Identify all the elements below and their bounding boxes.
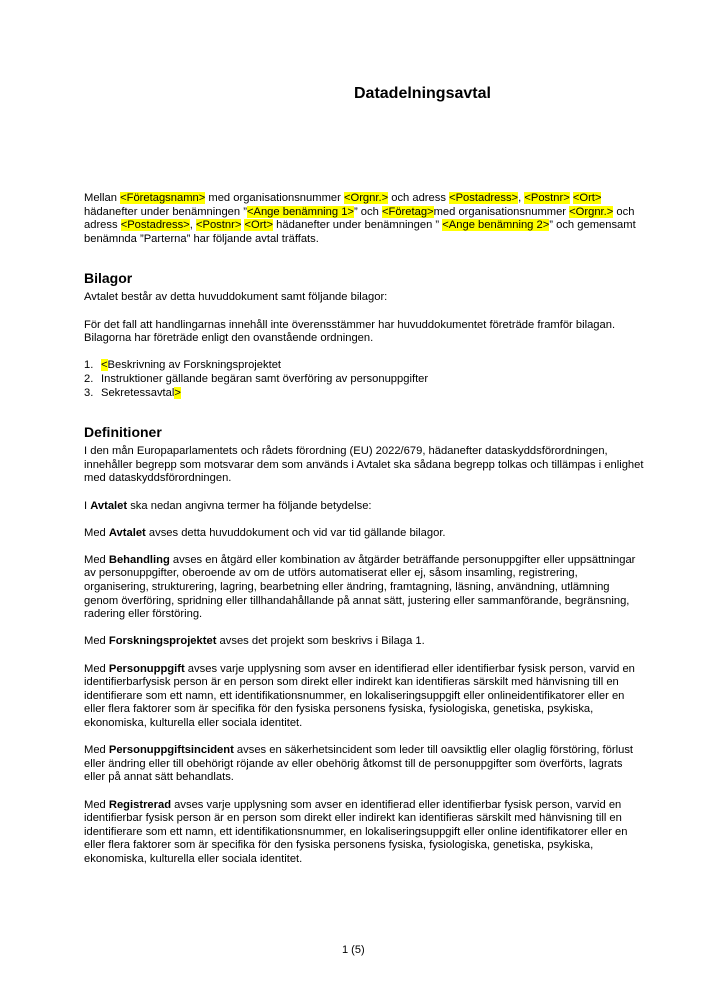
placeholder-company-name: <Företagsnamn> (120, 192, 206, 204)
placeholder-city-2: <Ort> (244, 219, 274, 232)
definition-registrerad: Med Registrerad avses varje upplysning som avser en identifierad eller identifierbar fysisk person, varvid en identifierbar fysisk person är en person som direkt eller indirekt kan identifieras särskilt med hänvisning till en identifierare som ett namn, ett identifikationsnummer, en lokaliseringsuppgift eller online identifikatorer eller en eller flera faktorer som är specifika för den fysiska personens fysiska, fysiologiska, genetiska, psykiska, ekonomiska, kulturella eller sociala identitet. (84, 798, 628, 865)
list-item: 3. Sekretessavtal> (84, 386, 181, 399)
placeholder-company-2: <Företag> (381, 205, 434, 218)
document-body (84, 192, 644, 880)
page-number: 1 (5) (342, 944, 365, 956)
document-title: Datadelningsavtal (354, 85, 491, 102)
bilagor-paragraph-1: Avtalet består av detta huvuddokument samt följande bilagor: (84, 291, 388, 304)
bilagor-list (84, 359, 644, 400)
placeholder-city: <Ort> (572, 192, 602, 204)
placeholder-postnr-2: <Postnr> (195, 219, 242, 232)
definitioner-paragraph-1: I den mån Europaparlamentets och rådets förordning (EU) 2022/679, hädanefter dataskyddsförordningen, innehåller begrepp som motsvarar dem som används i Avtalet ska sådana begrepp tolkas och tillämpas i enlighet med dataskyddsförordningen. (84, 445, 644, 485)
placeholder-designation-1: <Ange benämning 1> (246, 205, 354, 218)
placeholder-address: <Postadress> (449, 192, 519, 204)
definition-behandling: Med Behandling avses en åtgärd eller kombination av åtgärder beträffande personuppgifter eller uppsättningar av personuppgifter, oberoende av om de utförs automatiserat eller ej, såsom insamling, registrering, organisering, strukturering, lagring, bearbetning eller ändring, framtagning, läsning, användning, utlämning genom överföring, spridning eller tillhandahållande på annat sätt, justering eller sammanförande, begränsning, radering eller förstöring. (84, 553, 636, 621)
placeholder-orgnr-2: <Orgnr.> (569, 205, 614, 218)
placeholder-orgnr: <Orgnr.> (343, 192, 389, 204)
list-item: 2. Instruktioner gällande begäran samt överföring av personuppgifter (84, 372, 429, 385)
section-heading-definitioner: Definitioner (84, 424, 162, 441)
placeholder-postnr: <Postnr> (524, 192, 570, 204)
definition-personuppgiftsincident: Med Personuppgiftsincident avses en säkerhetsincident som leder till oavsiktlig eller olaglig förstöring, förlust eller ändring eller till obehörigt röjande av eller obehörig åtkomst till de personuppgifter som överförts, lagrats eller på annat sätt behandlats. (84, 744, 634, 784)
definition-forskningsprojektet: Med Forskningsprojektet avses det projekt som beskrivs i Bilaga 1. (84, 635, 425, 648)
definition-avtalet: Med Avtalet avses detta huvuddokument och vid var tid gällande bilagor. (84, 526, 446, 539)
intro-paragraph: Mellan <Företagsnamn> med organisationsnummer <Orgnr.> och adress <Postadress>, <Postnr> <Ort> hädanefter under benämningen ”<Ange benämning 1>” och <Företag>med organisationsnummer <Orgnr.> och adress <Postadress>, <Postnr> <Ort> hädanefter under benämningen ” <Ange benämning 2>” och gemensamt benämnda ”Parterna” har följande avtal träffats. (84, 192, 636, 245)
list-item: 1. <Beskrivning av Forskningsprojektet (84, 359, 282, 372)
section-heading-bilagor: Bilagor (84, 270, 133, 287)
placeholder-address-2: <Postadress> (120, 219, 190, 232)
definition-personuppgift: Med Personuppgift avses varje upplysning som avser en identifierad eller identifierbar fysisk person, varvid en identifierbarfysisk person är en person som direkt eller indirekt kan identifieras särskilt med hänvisning till en identifierare som ett namn, ett identifikationsnummer, en lokaliseringsuppgift eller onlineidentifikatorer eller en eller flera faktorer som är specifika för den fysiska personens fysiska, fysiologiska, genetiska, psykiska, ekonomiska, kulturella eller sociala identitet. (84, 662, 635, 729)
bilagor-paragraph-2: För det fall att handlingarnas innehåll inte överensstämmer har huvuddokumentet företräde framför bilagan. Bilagorna har företräde enligt den ovanstående ordningen. (84, 318, 616, 345)
definitioner-paragraph-2: I Avtalet ska nedan angivna termer ha följande betydelse: (84, 499, 372, 512)
placeholder-designation-2: <Ange benämning 2> (442, 219, 550, 232)
